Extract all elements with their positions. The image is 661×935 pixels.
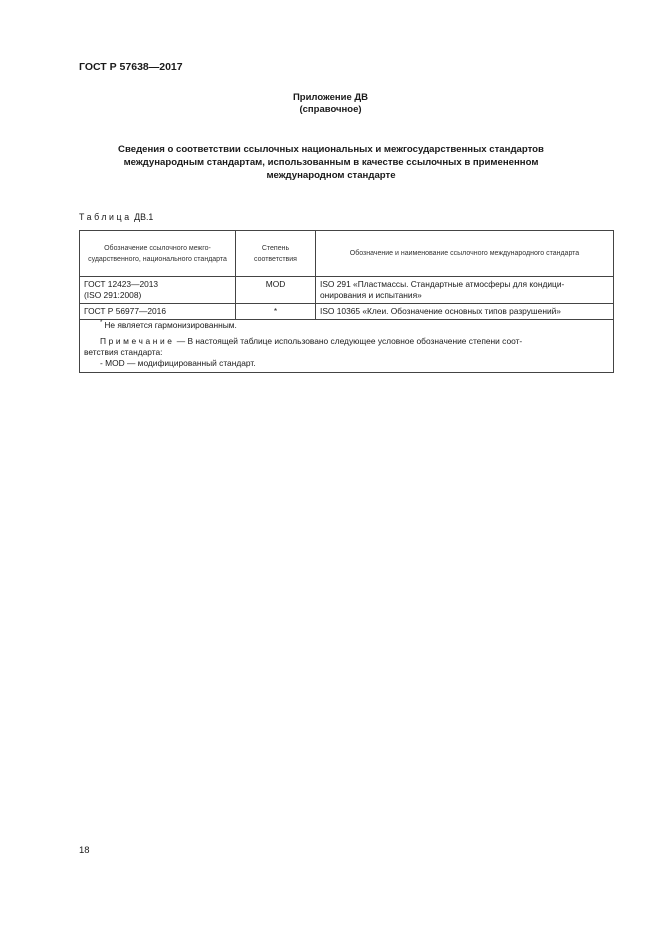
table-caption-number: ДВ.1 <box>134 212 154 222</box>
designation-cell <box>80 277 236 304</box>
reference-line: ISO 291 «Пластмассы. Стандартные атмосферы для кондици- <box>320 279 565 289</box>
designation-line: ГОСТ Р 56977—2016 <box>84 306 166 316</box>
reference-line: онирования и испытания» <box>320 290 422 300</box>
table-caption-word: Таблица <box>79 212 132 222</box>
note-continuation: ветствия стандарта: <box>84 347 163 357</box>
notes-cell <box>80 320 614 373</box>
footnote-mark: * <box>100 320 103 326</box>
note-text: — В настоящей таблице использовано следующее условное обозначение степени соот- <box>174 336 523 346</box>
reference-cell <box>316 277 614 304</box>
heading-line: Сведения о соответствии ссылочных национальных и межгосударственных стандартов <box>118 144 544 155</box>
annex-title: Приложение ДВ <box>292 92 369 103</box>
note-item: - MOD — модифицированный стандарт. <box>100 358 256 368</box>
degree-cell: * <box>236 304 316 320</box>
column-header-degree: Степень соответствия <box>236 231 316 277</box>
degree-cell: MOD <box>236 277 316 304</box>
page-number: 18 <box>79 845 90 856</box>
table-notes-row <box>80 320 614 373</box>
column-header-reference: Обозначение и наименование ссылочного международного стандарта <box>316 231 614 277</box>
column-header-designation: Обозначение ссылочного межгосударственного, национального стандарта <box>80 231 236 277</box>
designation-line: (ISO 291:2008) <box>84 290 142 300</box>
annex-heading <box>90 143 572 182</box>
footnote-text: Не является гармонизированным. <box>104 320 237 330</box>
heading-line: международным стандартам, использованным в качестве ссылочных в примененном <box>123 157 539 168</box>
table-row <box>80 277 614 304</box>
heading-line: международном стандарте <box>266 170 396 181</box>
footnote <box>84 320 609 331</box>
table-row <box>80 304 614 320</box>
table-header-row <box>80 231 614 277</box>
table-caption <box>79 212 153 222</box>
correspondence-table <box>79 230 614 373</box>
note-label: Примечание <box>100 336 175 346</box>
annex-kind: (справочное) <box>299 104 362 115</box>
designation-cell <box>80 304 236 320</box>
designation-line: ГОСТ 12423—2013 <box>84 279 159 289</box>
reference-cell <box>316 304 614 320</box>
note <box>84 336 609 347</box>
standard-id: ГОСТ Р 57638—2017 <box>79 61 183 73</box>
reference-line: ISO 10365 «Клеи. Обозначение основных типов разрушений» <box>320 306 561 316</box>
